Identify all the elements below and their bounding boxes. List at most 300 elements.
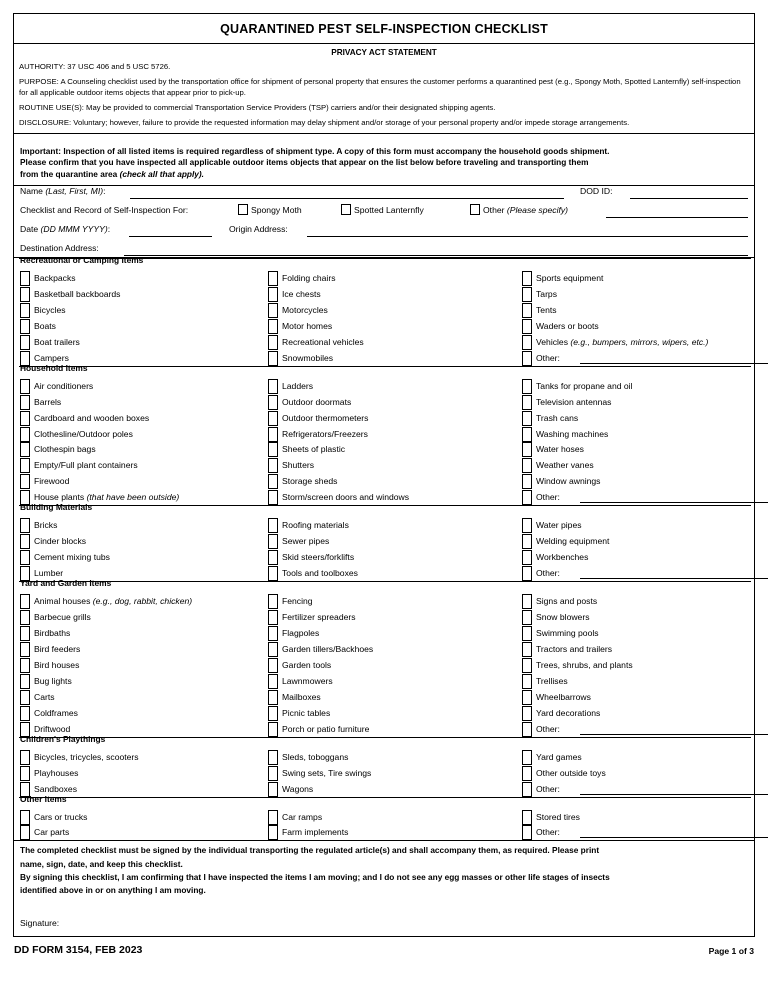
checkbox-label-text: Empty/Full plant containers xyxy=(34,460,138,471)
checkbox-label-text: Skid steers/forklifts xyxy=(282,552,355,563)
certification-line-4: identified above in or on anything I am moving. xyxy=(20,885,206,896)
checkbox[interactable] xyxy=(268,351,278,366)
checkbox[interactable] xyxy=(522,474,532,489)
checkbox-label-text: Cement mixing tubs xyxy=(34,552,110,563)
checkbox-label xyxy=(536,519,582,531)
label-other-pest xyxy=(483,204,568,217)
checkbox-label-text: Garden tillers/Backhoes xyxy=(282,643,374,654)
checkbox-label xyxy=(34,751,139,763)
checkbox[interactable] xyxy=(268,442,278,457)
checkbox[interactable] xyxy=(522,319,532,334)
checkbox[interactable] xyxy=(268,379,278,394)
checkbox[interactable] xyxy=(268,335,278,350)
checkbox-label xyxy=(34,767,78,779)
checkbox[interactable] xyxy=(522,594,532,609)
section-divider xyxy=(19,505,751,506)
name-row xyxy=(14,185,754,203)
other-specify-input[interactable] xyxy=(580,837,768,838)
checkbox-label-text: Trellises xyxy=(536,675,568,686)
important-notice-block xyxy=(14,142,754,186)
checkbox[interactable] xyxy=(20,395,30,410)
checkbox-label xyxy=(536,380,633,392)
checkbox[interactable] xyxy=(268,825,278,840)
checkbox-label xyxy=(34,412,149,424)
section-title: Household Items xyxy=(20,362,88,373)
checkbox-label-text: Barbecue grills xyxy=(34,612,91,623)
checkbox-label xyxy=(282,751,348,763)
checkbox-label-text: Swimming pools xyxy=(536,627,599,638)
checkbox[interactable] xyxy=(20,674,30,689)
checkbox-label-text: Tarps xyxy=(536,288,558,299)
certification-block xyxy=(14,840,754,936)
checkbox[interactable] xyxy=(268,642,278,657)
checkbox-label xyxy=(34,519,57,531)
checkbox-label-text: Tractors and trailers xyxy=(536,643,613,654)
destination-address-label: Destination Address: xyxy=(20,243,99,253)
checkbox-label-text: Lumber xyxy=(34,568,64,579)
checkbox[interactable] xyxy=(522,411,532,426)
checkbox[interactable] xyxy=(522,626,532,641)
checkbox[interactable] xyxy=(522,690,532,705)
checkbox-label-text: Motor homes xyxy=(282,320,333,331)
identification-block xyxy=(14,182,754,258)
section-yard-and-garden-items xyxy=(14,578,754,737)
checkbox-label-text: Backpacks xyxy=(34,273,76,283)
label-spotted-lanternfly: Spotted Lanternfly xyxy=(354,205,424,215)
checkbox-label-text: Other: xyxy=(536,783,560,794)
checkbox-label xyxy=(536,826,560,838)
checkbox-label xyxy=(536,691,591,703)
checkbox[interactable] xyxy=(268,490,278,505)
checkbox-label xyxy=(536,551,588,563)
date-label-colon: : xyxy=(107,224,111,234)
label-other-pest-italic: (Please specify) xyxy=(506,205,569,215)
checkbox[interactable] xyxy=(522,706,532,721)
checkbox-label xyxy=(34,627,70,639)
checkbox-label xyxy=(34,304,66,316)
name-input[interactable] xyxy=(130,198,564,199)
checkbox[interactable] xyxy=(20,690,30,705)
checkbox-label-text: Ladders xyxy=(282,380,314,391)
checkbox-label xyxy=(282,627,319,639)
checkbox[interactable] xyxy=(268,474,278,489)
checkbox[interactable] xyxy=(20,750,30,765)
checkbox-label-text: Sleds, toboggans xyxy=(282,751,349,762)
checkbox[interactable] xyxy=(522,427,532,442)
checkbox-label xyxy=(536,675,568,687)
checkbox-label xyxy=(282,428,368,440)
checkbox-label-text: Outdoor doormats xyxy=(282,396,352,407)
section-title: Building Materials xyxy=(20,502,93,513)
other-specify-input[interactable] xyxy=(580,794,768,795)
checkbox-label-text: Roofing materials xyxy=(282,520,349,531)
checkbox[interactable] xyxy=(522,642,532,657)
checklist-for-row xyxy=(14,204,754,222)
checkbox-label-text: Firewood xyxy=(34,476,70,487)
important-line-3 xyxy=(20,169,748,180)
checkbox[interactable] xyxy=(20,474,30,489)
checkbox-label-text: Bicycles xyxy=(34,304,66,315)
checkbox[interactable] xyxy=(522,674,532,689)
checkbox[interactable] xyxy=(268,610,278,625)
checkbox[interactable] xyxy=(522,287,532,302)
checkbox-label-text: Tents xyxy=(536,304,557,315)
checkbox-label xyxy=(282,288,321,300)
checkbox-label-text: House plants xyxy=(34,492,87,503)
checkbox-label-text: Farm implements xyxy=(282,827,349,838)
checkbox-label-text: Other outside toys xyxy=(536,767,606,778)
checkbox-label-text: Yard decorations xyxy=(536,707,601,718)
checkbox-label-text: Birdbaths xyxy=(34,627,71,638)
checkbox-label-text: Tools and toolboxes xyxy=(282,568,358,579)
checkbox-spongy-moth[interactable] xyxy=(238,204,248,215)
checkbox-label xyxy=(34,595,192,607)
other-specify-input[interactable] xyxy=(580,734,768,735)
checkbox[interactable] xyxy=(522,750,532,765)
privacy-disclosure-text: DISCLOSURE: Voluntary; however, failure to provide the requested information may delay shipment and/or storage of your personal property and/or impede storage arrangements. xyxy=(19,118,630,127)
checkbox-label-note: (e.g., dog, rabbit, chicken) xyxy=(92,596,193,607)
checkbox[interactable] xyxy=(522,610,532,625)
checkbox[interactable] xyxy=(20,427,30,442)
checkbox-label xyxy=(34,551,110,563)
checkbox[interactable] xyxy=(20,766,30,781)
dod-id-label: DOD ID: xyxy=(580,186,613,196)
checkbox[interactable] xyxy=(522,722,532,737)
certification-line-3: By signing this checklist, I am confirming that I have inspected the items I am moving; and I do not see any egg masses or other life stages of insects xyxy=(20,871,610,882)
other-specify-input[interactable] xyxy=(580,578,768,579)
checkbox[interactable] xyxy=(522,442,532,457)
checkbox-label-text: Mailboxes xyxy=(282,691,321,702)
checkbox-label xyxy=(34,288,120,300)
checkbox[interactable] xyxy=(20,658,30,673)
checkbox[interactable] xyxy=(20,303,30,318)
checkbox[interactable] xyxy=(268,287,278,302)
checkbox[interactable] xyxy=(522,534,532,549)
checkbox-label-text: Other: xyxy=(536,568,560,579)
checkbox-label xyxy=(536,659,633,671)
checkbox[interactable] xyxy=(20,550,30,565)
certification-line-2: name, sign, date, and keep this checklist. xyxy=(20,858,183,869)
checkbox[interactable] xyxy=(268,594,278,609)
checkbox[interactable] xyxy=(20,534,30,549)
checkbox-label-text: Storage sheds xyxy=(282,476,338,487)
checkbox-label xyxy=(34,826,69,838)
section-title: Recreational or Camping Items xyxy=(20,255,144,265)
checkbox[interactable] xyxy=(268,750,278,765)
form-outer-border xyxy=(13,13,755,937)
checkbox[interactable] xyxy=(268,271,278,286)
checkbox[interactable] xyxy=(268,550,278,565)
checkbox-label-text: Other: xyxy=(536,723,560,734)
checkbox[interactable] xyxy=(20,610,30,625)
checkbox[interactable] xyxy=(20,642,30,657)
checkbox-spotted-lanternfly[interactable] xyxy=(341,204,351,215)
checkbox[interactable] xyxy=(268,690,278,705)
checkbox[interactable] xyxy=(522,351,532,366)
checkbox[interactable] xyxy=(268,534,278,549)
checkbox-label-text: Bird feeders xyxy=(34,643,81,654)
section-divider xyxy=(19,581,751,582)
section-title: Children's Playthings xyxy=(20,733,106,744)
date-origin-row xyxy=(14,223,754,241)
page-number: Page 1 of 3 xyxy=(708,946,754,956)
checkbox[interactable] xyxy=(20,335,30,350)
form-title-bar xyxy=(14,14,754,44)
name-label xyxy=(20,185,105,198)
checkbox-label xyxy=(536,443,584,455)
checkbox[interactable] xyxy=(268,810,278,825)
other-specify-input[interactable] xyxy=(580,363,768,364)
checkbox[interactable] xyxy=(268,518,278,533)
checkbox-label-text: Basketball backboards xyxy=(34,288,121,299)
checkbox-label xyxy=(282,491,409,503)
checkbox-label xyxy=(536,459,594,471)
checkbox[interactable] xyxy=(522,518,532,533)
checkbox-label xyxy=(282,811,322,823)
checkbox-label xyxy=(536,272,603,284)
checkbox[interactable] xyxy=(522,825,532,840)
checkbox[interactable] xyxy=(522,658,532,673)
checkbox-label-text: Clothespin bags xyxy=(34,444,96,455)
checkbox[interactable] xyxy=(522,303,532,318)
checkbox-label-text: Other: xyxy=(536,492,560,503)
checkbox-label xyxy=(282,336,364,348)
checkbox-label xyxy=(282,707,330,719)
checkbox[interactable] xyxy=(268,303,278,318)
checkbox-label xyxy=(536,320,599,332)
checkbox[interactable] xyxy=(20,458,30,473)
checkbox[interactable] xyxy=(522,335,532,350)
checkbox-label xyxy=(536,336,708,348)
checkbox[interactable] xyxy=(20,319,30,334)
checkbox-label-text: Bricks xyxy=(34,520,58,531)
checkbox[interactable] xyxy=(268,782,278,797)
checkbox[interactable] xyxy=(522,458,532,473)
checkbox-label-text: Sewer pipes xyxy=(282,536,330,547)
checkbox[interactable] xyxy=(522,566,532,581)
privacy-purpose-text: PURPOSE: A Counseling checklist used by the transportation office for shipment of personal property that ensures the customer performs a quarantined pest (e.g., Spongy Moth, Spotted Lanternfly) self-inspection for all applicable outdoor items objects that appear prior to pick-up. xyxy=(19,77,741,97)
checkbox-label xyxy=(34,272,76,284)
checkbox-label-text: Sheets of plastic xyxy=(282,444,346,455)
checkbox-label xyxy=(34,428,133,440)
checkbox-label-text: Carts xyxy=(34,691,55,702)
date-label xyxy=(20,223,110,236)
checkbox-label xyxy=(536,707,600,719)
checkbox-label xyxy=(282,475,337,487)
checkbox-other-pest[interactable] xyxy=(470,204,480,215)
checkbox-label xyxy=(34,675,72,687)
checkbox-label xyxy=(282,826,348,838)
section-divider xyxy=(19,737,751,738)
checkbox-label xyxy=(282,396,351,408)
checkbox[interactable] xyxy=(268,319,278,334)
checkbox-label xyxy=(34,336,80,348)
checkbox[interactable] xyxy=(268,674,278,689)
checkbox[interactable] xyxy=(268,658,278,673)
section-recreational-or-camping-items xyxy=(14,255,754,366)
label-spongy-moth: Spongy Moth xyxy=(251,205,302,215)
checkbox-label xyxy=(34,380,93,392)
name-label-colon: : xyxy=(103,186,106,196)
checkbox[interactable] xyxy=(522,490,532,505)
origin-address-label: Origin Address: xyxy=(229,224,288,234)
checkbox-label-text: Bird houses xyxy=(34,659,80,670)
checkbox-label xyxy=(536,567,560,579)
checkbox-label-text: Clothesline/Outdoor poles xyxy=(34,428,133,439)
checkbox[interactable] xyxy=(522,782,532,797)
checkbox-label xyxy=(282,352,333,364)
checkbox-label xyxy=(536,396,611,408)
checkbox[interactable] xyxy=(20,411,30,426)
other-specify-input[interactable] xyxy=(580,502,768,503)
checkbox-label-text: Snowmobiles xyxy=(282,352,334,363)
checkbox-label xyxy=(536,595,597,607)
checkbox-label xyxy=(536,352,560,364)
important-line-2: Please confirm that you have inspected all applicable outdoor items objects that appear on the list below before traveling and transporting them xyxy=(20,157,589,168)
checkbox[interactable] xyxy=(268,427,278,442)
checkbox-label xyxy=(282,643,373,655)
checkbox-label-text: Recreational vehicles xyxy=(282,336,364,347)
checkbox-label xyxy=(536,811,580,823)
checkbox-label xyxy=(282,443,345,455)
checkbox[interactable] xyxy=(268,411,278,426)
checkbox-label-text: Cardboard and wooden boxes xyxy=(34,412,150,423)
checkbox[interactable] xyxy=(268,395,278,410)
origin-address-input[interactable] xyxy=(307,236,748,237)
date-label-italic: (DD MMM YYYY) xyxy=(40,224,108,234)
checkbox-label xyxy=(282,519,349,531)
checkbox[interactable] xyxy=(20,594,30,609)
checkbox-label-text: Garden tools xyxy=(282,659,332,670)
page-title: QUARANTINED PEST SELF-INSPECTION CHECKLIST xyxy=(220,21,548,36)
checkbox-label-text: Boats xyxy=(34,320,56,331)
checkbox-label-text: Refrigerators/Freezers xyxy=(282,428,368,439)
checkbox-label-text: Sports equipment xyxy=(536,273,604,283)
checkbox-label-text: Stored tires xyxy=(536,811,580,822)
checkbox-label xyxy=(34,659,79,671)
checkbox-label-text: Snow blowers xyxy=(536,612,590,623)
checkbox-label-text: Picnic tables xyxy=(282,707,331,718)
other-pest-specify-input[interactable] xyxy=(606,217,748,218)
checkbox-label xyxy=(536,475,600,487)
checkbox-label-text: Welding equipment xyxy=(536,536,610,547)
checkbox-label-text: Car parts xyxy=(34,827,70,838)
destination-address-input[interactable] xyxy=(124,255,748,256)
important-line-1: Important: Inspection of all listed items is required regardless of shipment type. A copy of this form must accompany the household goods shipment. xyxy=(20,146,610,156)
checkbox[interactable] xyxy=(268,722,278,737)
checkbox[interactable] xyxy=(20,287,30,302)
name-label-italic: (Last, First, MI) xyxy=(45,186,104,196)
checkbox-label-text: Animal houses xyxy=(34,596,93,607)
checkbox-label-text: Ice chests xyxy=(282,288,321,299)
checkbox-label xyxy=(34,443,96,455)
checkbox-label xyxy=(536,288,557,300)
checkbox-label-text: Boat trailers xyxy=(34,336,80,347)
checkbox-label xyxy=(34,459,138,471)
checkbox[interactable] xyxy=(20,271,30,286)
checkbox-label-note: (e.g., bumpers, mirrors, wipers, etc.) xyxy=(570,336,709,347)
signature-label: Signature: xyxy=(20,917,60,928)
form-footer xyxy=(13,944,755,964)
checkbox-label-text: Fencing xyxy=(282,596,313,607)
date-input[interactable] xyxy=(129,236,212,237)
checkbox-label xyxy=(282,459,314,471)
name-label-plain: Name xyxy=(20,186,46,196)
important-line-3-italic: (check all that apply). xyxy=(119,168,204,179)
checkbox-label xyxy=(282,535,329,547)
checkbox[interactable] xyxy=(268,706,278,721)
checkbox[interactable] xyxy=(20,706,30,721)
dod-id-input[interactable] xyxy=(630,198,748,199)
checkbox-label-text: Trees, shrubs, and plants xyxy=(536,659,633,670)
checkbox[interactable] xyxy=(20,379,30,394)
checkbox[interactable] xyxy=(20,518,30,533)
checkbox-label-text: Other: xyxy=(536,827,560,838)
checkbox[interactable] xyxy=(522,271,532,286)
checkbox[interactable] xyxy=(20,626,30,641)
checkbox-label-text: Water hoses xyxy=(536,444,584,455)
checkbox-label-text: Fertilizer spreaders xyxy=(282,612,356,623)
checkbox[interactable] xyxy=(522,550,532,565)
checkbox[interactable] xyxy=(20,825,30,840)
checkbox-label xyxy=(282,767,371,779)
checkbox[interactable] xyxy=(268,626,278,641)
checkbox-label xyxy=(536,723,560,735)
checkbox-label xyxy=(34,811,87,823)
checkbox-label-text: Sandboxes xyxy=(34,783,78,794)
privacy-routine-use-text: ROUTINE USE(S): May be provided to commercial Transportation Service Providers (TSP) carriers and/or their designated shipping agents. xyxy=(19,103,496,112)
checkbox-label xyxy=(536,783,560,795)
checkbox-label-text: Car ramps xyxy=(282,811,323,822)
checkbox[interactable] xyxy=(20,810,30,825)
checkbox-label xyxy=(282,675,333,687)
checkbox[interactable] xyxy=(522,395,532,410)
checklist-for-label: Checklist and Record of Self-Inspection For: xyxy=(20,205,189,215)
checkbox[interactable] xyxy=(522,766,532,781)
checkbox-label xyxy=(282,304,328,316)
label-other-pest-plain: Other xyxy=(483,205,507,215)
form-identifier: DD FORM 3154, FEB 2023 xyxy=(14,944,143,956)
checkbox-label xyxy=(536,643,612,655)
checkbox-label xyxy=(282,659,331,671)
checkbox-label-text: Tanks for propane and oil xyxy=(536,380,633,391)
checkbox[interactable] xyxy=(268,566,278,581)
section-divider xyxy=(19,366,751,367)
checkbox[interactable] xyxy=(20,442,30,457)
checkbox-label xyxy=(282,551,354,563)
checkbox-label-text: Trash cans xyxy=(536,412,579,423)
checkbox-label-text: Yard games xyxy=(536,751,582,762)
checkbox[interactable] xyxy=(522,379,532,394)
important-line-3-plain: from the quarantine area xyxy=(20,168,120,179)
checkbox-label-text: Driftwood xyxy=(34,723,71,734)
checkbox-label-text: Signs and posts xyxy=(536,596,598,607)
checkbox-label xyxy=(536,535,609,547)
checkbox-label-text: Swing sets, Tire swings xyxy=(282,767,372,778)
checkbox-label xyxy=(282,567,358,579)
checkbox-label xyxy=(536,491,560,503)
checkbox-label xyxy=(282,320,332,332)
checkbox-label-text: Flagpoles xyxy=(282,627,320,638)
checkbox-label-text: Workbenches xyxy=(536,552,589,563)
checkbox[interactable] xyxy=(268,458,278,473)
checkbox-label-text: Waders or boots xyxy=(536,320,599,331)
checkbox[interactable] xyxy=(522,810,532,825)
checkbox-label xyxy=(536,627,599,639)
checkbox-label-text: Playhouses xyxy=(34,767,79,778)
checkbox-label-text: Weather vanes xyxy=(536,460,594,471)
checkbox[interactable] xyxy=(268,766,278,781)
